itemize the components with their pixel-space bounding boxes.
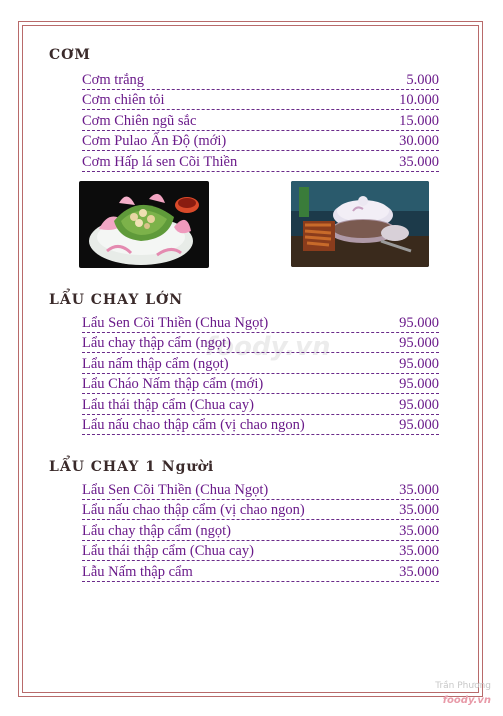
item-name: Lẩu Cháo Nấm thập cẩm (mới) <box>82 376 264 392</box>
item-name: Lẩu nấm thập cẩm (ngọt) <box>82 355 229 372</box>
item-name: Lẩu chay thập cẩm (ngọt) <box>82 522 231 539</box>
item-price: 95.000 <box>399 335 439 351</box>
menu-item <box>82 110 439 131</box>
item-price: 35.000 <box>399 153 439 170</box>
item-name: Lẩu nấu chao thập cẩm (vị chao ngon) <box>82 502 305 518</box>
item-price: 35.000 <box>399 502 439 518</box>
item-price: 35.000 <box>399 563 439 580</box>
menu-item <box>82 561 439 582</box>
menu-item <box>82 520 439 541</box>
item-price: 15.000 <box>399 112 439 129</box>
section-title-lau-chay-1-nguoi: LẨU CHAY 1 Người <box>49 459 215 475</box>
menu-item <box>82 500 439 521</box>
menu-item <box>82 394 439 415</box>
item-price: 35.000 <box>399 481 439 498</box>
menu-item <box>82 415 439 436</box>
item-price: 95.000 <box>399 376 439 392</box>
lotus-leaf-rice-photo <box>79 181 209 268</box>
menu-item <box>82 69 439 90</box>
menu-item <box>82 353 439 374</box>
menu-list-lau-chay-lon <box>82 312 439 435</box>
credit-brand-logo: foody.vn <box>442 695 491 706</box>
menu-item <box>82 541 439 562</box>
section-title-com: CƠM <box>49 47 91 63</box>
item-price: 35.000 <box>399 522 439 539</box>
item-price: 5.000 <box>406 71 439 88</box>
menu-list-com <box>82 69 439 172</box>
menu-item <box>82 131 439 152</box>
item-price: 95.000 <box>399 417 439 433</box>
watermark: foody.vn <box>205 332 331 362</box>
item-name: Cơm Hấp lá sen Cõi Thiền <box>82 153 238 170</box>
item-price: 35.000 <box>399 543 439 559</box>
item-name: Lẩu thái thập cẩm (Chua cay) <box>82 396 254 413</box>
item-price: 10.000 <box>399 92 439 108</box>
item-name: Lẫu Nấm thập cẩm <box>82 563 193 580</box>
menu-item <box>82 333 439 354</box>
item-name: Cơm Chiên ngũ sắc <box>82 112 197 129</box>
item-name: Lẩu Sen Cõi Thiền (Chua Ngọt) <box>82 481 269 498</box>
item-name: Cơm chiên tỏi <box>82 92 165 108</box>
item-price: 30.000 <box>399 133 439 149</box>
menu-item <box>82 312 439 333</box>
item-price: 95.000 <box>399 396 439 413</box>
menu-item <box>82 374 439 395</box>
menu-item <box>82 479 439 500</box>
menu-item <box>82 151 439 172</box>
item-price: 95.000 <box>399 314 439 331</box>
item-name: Lẩu Sen Cõi Thiền (Chua Ngọt) <box>82 314 269 331</box>
item-name: Cơm Pulao Ấn Độ (mới) <box>82 133 227 149</box>
credit-author: Trần Phương <box>435 681 491 691</box>
item-name: Cơm trắng <box>82 71 145 88</box>
section-title-lau-chay-lon: LẨU CHAY LỚN <box>49 292 184 308</box>
item-name: Lẩu nấu chao thập cẩm (vị chao ngon) <box>82 417 305 433</box>
photo-credit <box>435 681 491 706</box>
item-name: Lẩu thái thập cẩm (Chua cay) <box>82 543 254 559</box>
hotpot-photo <box>291 181 429 267</box>
menu-list-lau-chay-1-nguoi <box>82 479 439 582</box>
item-name: Lẩu chay thập cẩm (ngọt) <box>82 335 231 351</box>
menu-item <box>82 90 439 111</box>
item-price: 95.000 <box>399 355 439 372</box>
